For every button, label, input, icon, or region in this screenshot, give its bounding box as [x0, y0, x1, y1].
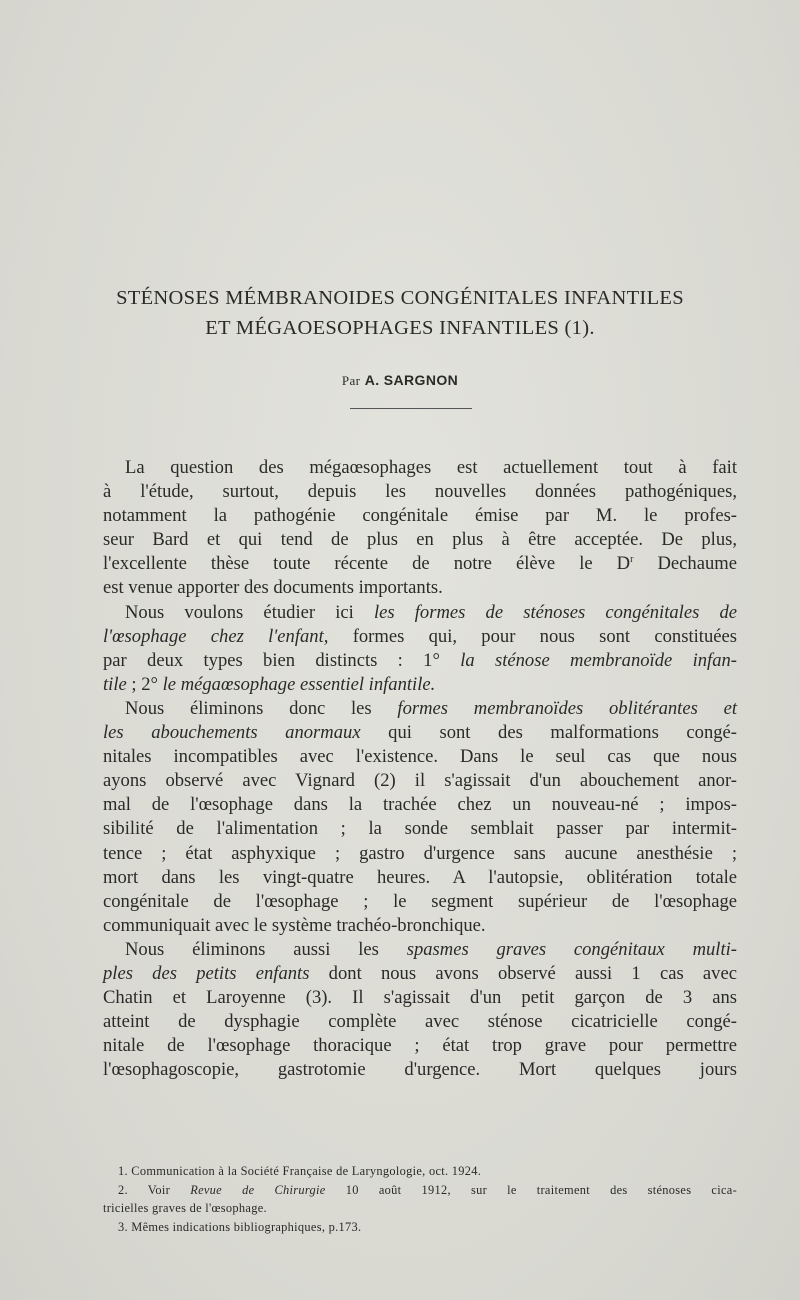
text-line: est venue apporter des documents importants.: [103, 577, 443, 599]
title-line-2: ET MÉGAOESOPHAGES INFANTILES (1).: [205, 317, 595, 339]
text-line: atteint de dysphagie complète avec sténose cicatricielle congé-: [103, 1011, 737, 1033]
author-name: A. SARGNON: [364, 372, 459, 388]
text-line: tence ; état asphyxique ; gastro d'urgence sans aucune anesthésie ;: [103, 842, 737, 864]
text-line: ayons observé avec Vignard (2) il s'agissait d'un abouchement anor-: [103, 770, 737, 792]
text-line: les abouchements anormaux qui sont des malformations congé-: [103, 722, 737, 744]
text-line: Nous éliminons aussi les spasmes graves congénitaux multi-: [125, 938, 737, 960]
byline-prefix: Par: [341, 373, 361, 388]
text-line: seur Bard et qui tend de plus en plus à être acceptée. De plus,: [103, 529, 737, 551]
text-line: congénitale de l'œsophage ; le segment supérieur de l'œsophage: [103, 890, 737, 912]
text-line: notamment la pathogénie congénitale émise par M. le profes-: [103, 505, 737, 527]
byline: [0, 372, 800, 389]
text-line: à l'étude, surtout, depuis les nouvelles données pathogéniques,: [103, 481, 737, 503]
text-line: l'œsophage chez l'enfant, formes qui, pour nous sont constituées: [103, 625, 737, 647]
text-line: nitale de l'œsophage thoracique ; état trop grave pour permettre: [103, 1035, 737, 1057]
text-line: mort dans les vingt-quatre heures. A l'autopsie, oblitération totale: [103, 866, 737, 888]
text-line: par deux types bien distincts : 1° la sténose membranoïde infan-: [103, 649, 737, 671]
text-line: Nous voulons étudier ici les formes de sténoses congénitales de: [125, 601, 738, 623]
text-line: communiquait avec le système trachéo-bronchique.: [103, 914, 486, 936]
article-body: [103, 456, 737, 1082]
text-line: tile ; 2° le mégaœsophage essentiel infantile.: [103, 673, 436, 695]
divider: [350, 408, 472, 409]
text-line: Chatin et Laroyenne (3). Il s'agissait d'un petit garçon de 3 ans: [103, 987, 737, 1009]
title-line-1: STÉNOSES MÉMBRANOIDES CONGÉNITALES INFANTILES: [116, 287, 684, 309]
text-line: l'œsophagoscopie, gastrotomie d'urgence. Mort quelques jours: [103, 1059, 737, 1081]
footnotes: [103, 1162, 737, 1236]
footnote-1: 1. Communication à la Société Française de Laryngologie, oct. 1924.: [118, 1164, 482, 1178]
article-title: [60, 283, 740, 343]
footnote-2: 2. Voir Revue de Chirurgie 10 août 1912, sur le traitement des sténoses cica- tricielles graves de l'œsophage.: [103, 1182, 737, 1215]
text-line: sibilité de l'alimentation ; la sonde semblait passer par intermit-: [103, 818, 737, 840]
footnote-3: 3. Mêmes indications bibliographiques, p.173.: [118, 1219, 362, 1234]
text-line: l'excellente thèse toute récente de notre élève le $D^r$ Dechaume: [103, 553, 737, 575]
text-line: La question des mégaœsophages est actuellement tout à fait: [125, 457, 737, 478]
text-line: mal de l'œsophage dans la trachée chez un nouveau-né ; impos-: [103, 794, 737, 816]
text-line: Nous éliminons donc les formes membranoïdes oblitérantes et: [125, 697, 737, 719]
text-line: nitales incompatibles avec l'existence. Dans le seul cas que nous: [103, 746, 737, 768]
text-line: ples des petits enfants dont nous avons observé aussi 1 cas avec: [103, 962, 737, 984]
